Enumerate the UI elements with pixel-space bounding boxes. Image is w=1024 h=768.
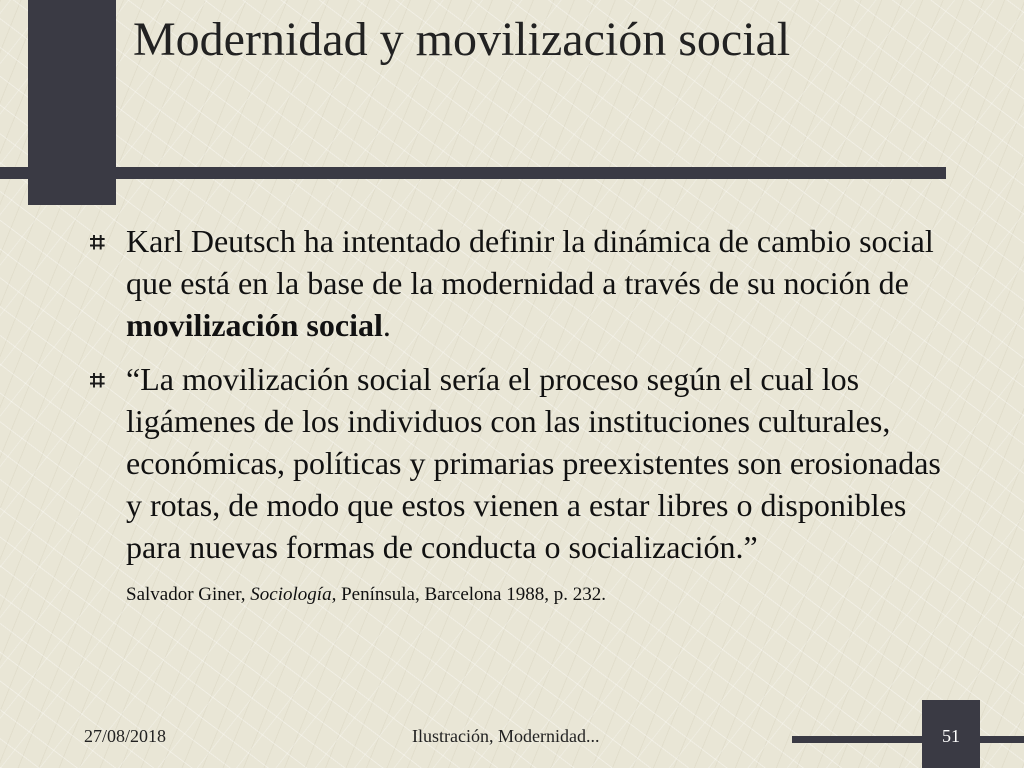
- citation: [126, 584, 606, 605]
- citation-title: Sociología,: [250, 584, 337, 605]
- slide-title: Modernidad y movilización social: [133, 13, 791, 66]
- footer-title: Ilustración, Modernidad...: [412, 726, 600, 746]
- bullet-item: [90, 220, 950, 346]
- hash-bullet-icon: ⌗: [90, 366, 105, 396]
- citation-author: Salvador Giner,: [126, 584, 251, 605]
- bullet-item: [90, 358, 950, 610]
- bullet-bold-term: movilización social: [126, 307, 383, 343]
- bullet-text-end: .: [382, 307, 391, 343]
- page-number: 51: [942, 726, 960, 746]
- hash-bullet-icon: ⌗: [90, 228, 105, 258]
- footer-divider: [792, 736, 1024, 743]
- slide-content: [90, 220, 950, 622]
- bullet-text: Karl Deutsch ha intentado definir la dinámica de cambio social que está en la base de la modernidad a través de su noción de: [126, 223, 934, 301]
- title-divider: [0, 167, 946, 179]
- citation-rest: Península, Barcelona 1988, p. 232.: [336, 584, 606, 605]
- footer-date: 27/08/2018: [84, 726, 167, 746]
- quote-text: “La movilización social sería el proceso según el cual los ligámenes de los individuos con las instituciones culturales, económicas, políticas y primarias preexistentes son erosionadas y rotas, de modo que estos vienen a estar libres o disponibles para nuevas formas de conducta o socialización.”: [126, 361, 941, 565]
